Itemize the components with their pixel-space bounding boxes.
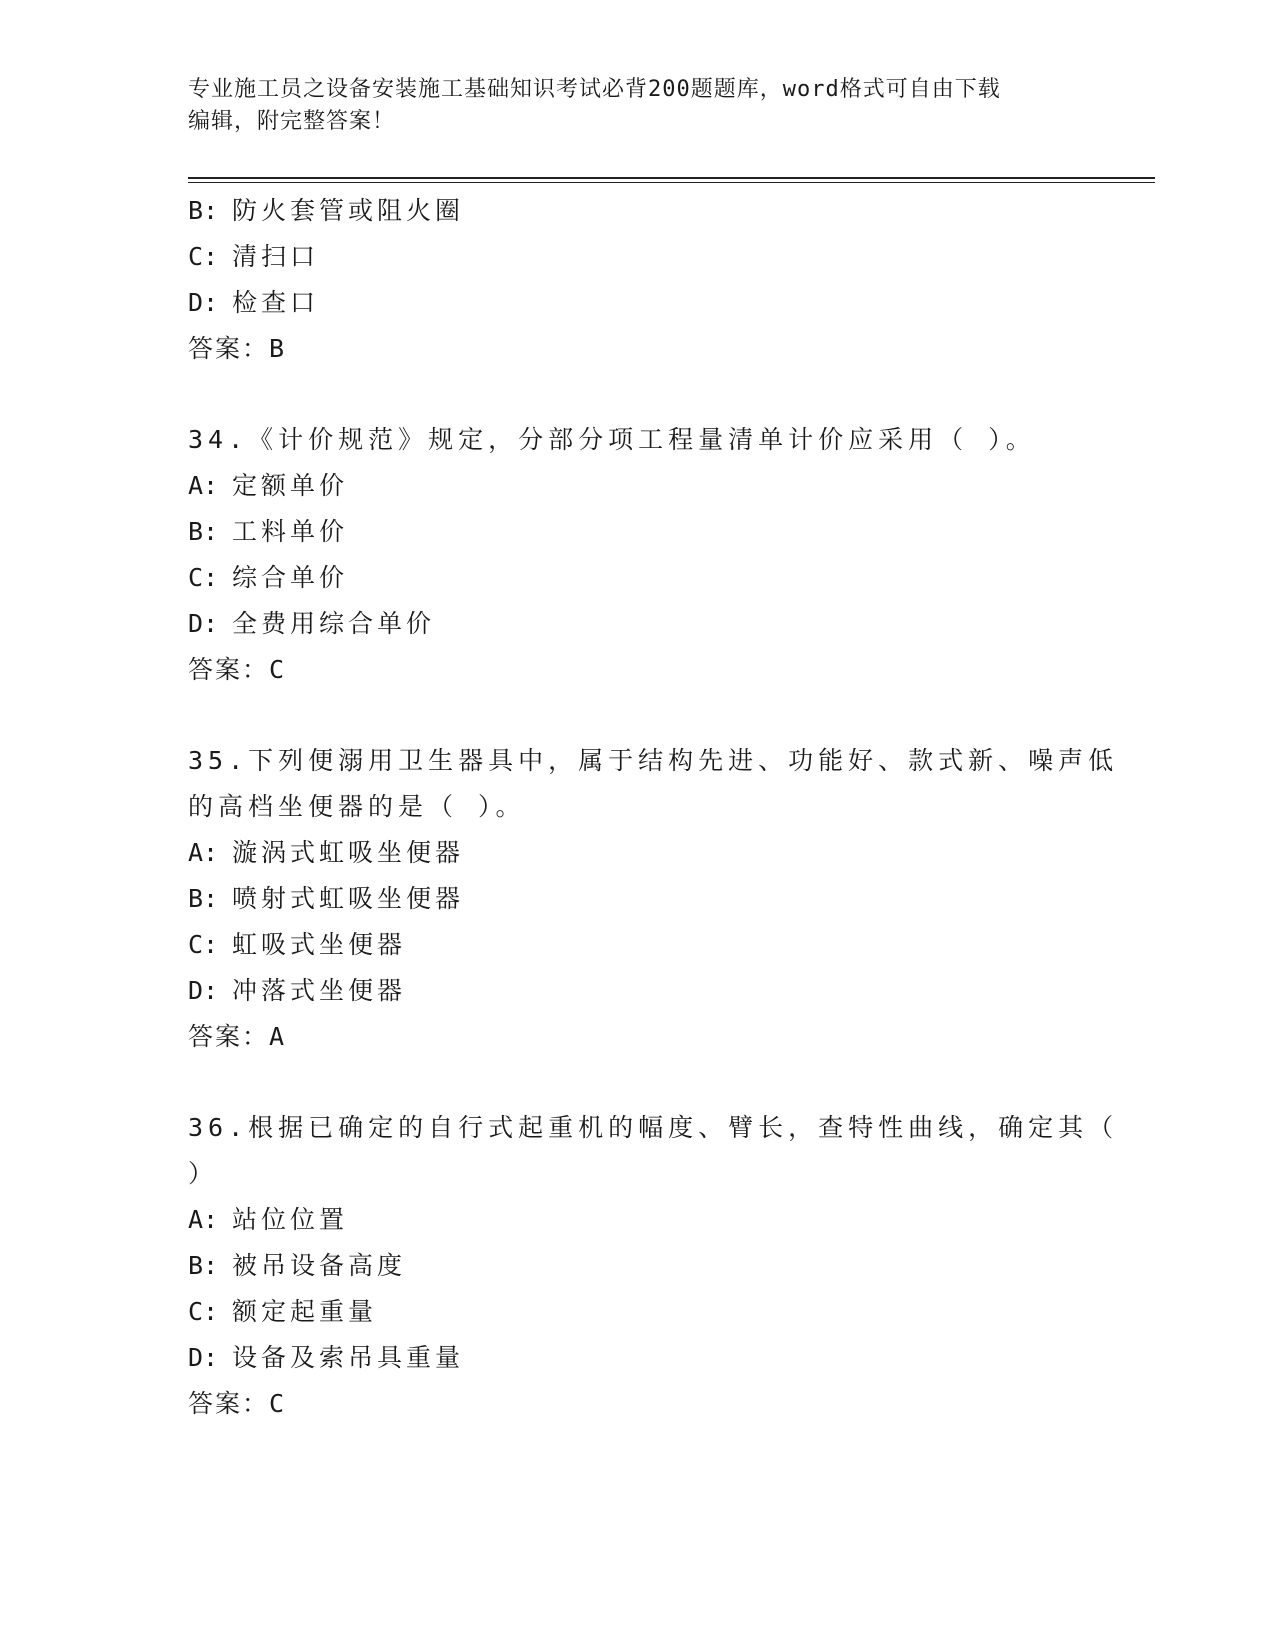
option-c	[188, 234, 1088, 280]
answer-label: 答案：	[188, 1389, 270, 1418]
question-text: ）	[188, 1159, 219, 1188]
option-d	[188, 968, 1088, 1014]
question-text: 的高档坐便器的是（ ）。	[188, 792, 526, 821]
option-text: 虹吸式坐便器	[232, 930, 407, 959]
question-text: 35.下列便溺用卫生器具中，属于结构先进、功能好、款式新、噪声低	[188, 746, 1119, 775]
spacer	[188, 693, 1088, 738]
option-text: 被吊设备高度	[232, 1251, 407, 1280]
document-header	[188, 74, 1068, 138]
question-text: 34.《计价规范》规定，分部分项工程量清单计价应采用（ ）。	[188, 425, 1036, 454]
option-b	[188, 1243, 1088, 1289]
spacer	[188, 372, 1088, 417]
header-title-line-1: 专业施工员之设备安装施工基础知识考试必背200题题库，word格式可自由下载	[188, 77, 1001, 102]
option-letter: C:	[188, 930, 219, 959]
option-letter: A:	[188, 471, 219, 500]
option-letter: C:	[188, 563, 219, 592]
answer-value: C	[269, 1389, 285, 1418]
option-a	[188, 830, 1088, 876]
option-c	[188, 1289, 1088, 1335]
option-letter: D:	[188, 609, 219, 638]
option-a	[188, 1197, 1088, 1243]
option-c	[188, 555, 1088, 601]
spacer	[188, 1060, 1088, 1105]
option-text: 检查口	[232, 288, 320, 317]
option-text: 定额单价	[232, 471, 349, 500]
option-text: 综合单价	[232, 563, 349, 592]
question-list	[188, 188, 1119, 1427]
option-c	[188, 922, 1088, 968]
option-d	[188, 1335, 1088, 1381]
option-text: 喷射式虹吸坐便器	[232, 884, 465, 913]
option-text: 漩涡式虹吸坐便器	[232, 838, 465, 867]
answer-line	[188, 647, 1088, 693]
question-34	[188, 417, 1088, 693]
header-title-line-2: 编辑，附完整答案！	[188, 109, 396, 134]
option-letter: B:	[188, 517, 219, 546]
header-divider-thin	[188, 182, 1155, 183]
question-35	[188, 738, 1119, 1060]
option-b	[188, 509, 1088, 555]
option-letter: D:	[188, 1343, 219, 1372]
option-text: 设备及索吊具重量	[232, 1343, 465, 1372]
option-text: 工料单价	[232, 517, 349, 546]
option-text: 清扫口	[232, 242, 320, 271]
option-letter: A:	[188, 1205, 219, 1234]
question-text: 36.根据已确定的自行式起重机的幅度、臂长，查特性曲线，确定其（	[188, 1113, 1119, 1142]
option-letter: B:	[188, 196, 219, 225]
option-d	[188, 280, 1088, 326]
option-letter: B:	[188, 884, 219, 913]
answer-line	[188, 326, 1088, 372]
option-text: 全费用综合单价	[232, 609, 436, 638]
option-text: 额定起重量	[232, 1297, 378, 1326]
option-text: 站位位置	[232, 1205, 349, 1234]
answer-label: 答案：	[188, 334, 270, 363]
answer-label: 答案：	[188, 1022, 270, 1051]
answer-value: C	[269, 655, 285, 684]
option-b	[188, 188, 1088, 234]
option-d	[188, 601, 1088, 647]
option-text: 防火套管或阻火圈	[232, 196, 465, 225]
answer-line	[188, 1381, 1088, 1427]
question-36	[188, 1105, 1119, 1427]
option-text: 冲落式坐便器	[232, 976, 407, 1005]
option-letter: C:	[188, 1297, 219, 1326]
answer-label: 答案：	[188, 655, 270, 684]
option-letter: D:	[188, 288, 219, 317]
option-b	[188, 876, 1088, 922]
question-33-continuation	[188, 188, 1088, 372]
answer-value: B	[269, 334, 285, 363]
option-letter: C:	[188, 242, 219, 271]
answer-value: A	[269, 1022, 285, 1051]
answer-line	[188, 1014, 1088, 1060]
option-letter: A:	[188, 838, 219, 867]
option-letter: B:	[188, 1251, 219, 1280]
option-a	[188, 463, 1088, 509]
header-divider-thick	[188, 177, 1155, 179]
option-letter: D:	[188, 976, 219, 1005]
